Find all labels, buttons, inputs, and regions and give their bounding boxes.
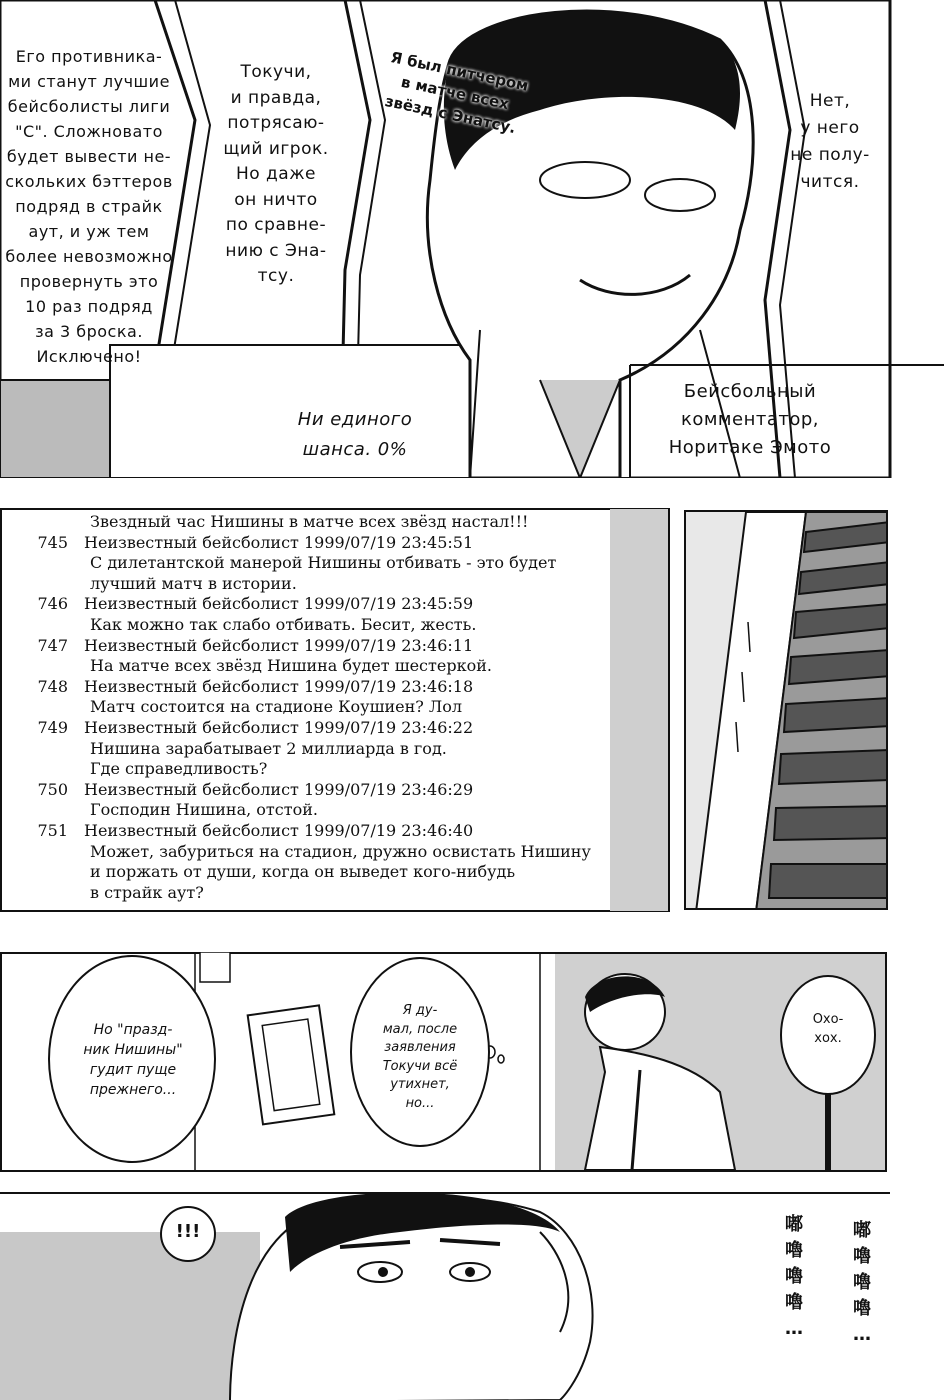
narration-tilted: Я был питчером в матче всех звёзд с Энатсу. [383,48,531,138]
post-number: 746 [37,594,68,614]
post-line: На матче всех звёзд Нишина будет шестеркой. [90,656,492,676]
post-line: Нишина зарабатывает 2 миллиарда в год. [90,738,447,758]
post-line: Матч состоится на стадионе Коушиен? Лол [90,697,463,717]
forum-post-751 [6,821,666,903]
post-header: Неизвестный бейсболист 1999/07/19 23:46:29 [84,779,474,799]
post-number: 750 [37,779,68,799]
post-header: Неизвестный бейсболист 1999/07/19 23:46:40 [84,820,474,840]
narration-bottom: Ни единого шанса. 0% [297,409,413,460]
narration-left: Его противника- ми станут лучшие бейсболисты лиги "С". Сложновато будет вывести не- скольких бэттеров подряд в страйк аут, и уж тем более невозможно провернуть это 10 раз подряд за 3 броска. Исключено! [5,47,173,366]
forum-head-text: Звездный час Нишины в матче всех звёзд настал!!! [90,512,529,531]
post-header: Неизвестный бейсболист 1999/07/19 23:45:59 [84,594,474,614]
exclaim-text: !!! [175,1221,201,1242]
post-line: Господин Нишина, отстой. [90,800,318,820]
forum-post-747 [6,636,666,677]
post-line: Может, забуриться на стадион, дружно освистать Нишину [90,841,591,861]
sound-effect-1: 嘟 嚕 嚕 嚕 … [785,1214,803,1339]
caption-commentator: Бейсбольный комментатор, Норитаке Эмото [668,381,832,458]
post-line: Где справедливость? [90,759,268,779]
forum-post-746 [6,594,666,635]
speech-text-right: Охо- хох. [812,1012,844,1046]
post-header: Неизвестный бейсболист 1999/07/19 23:45:51 [84,532,474,552]
forum-post-745 [6,533,666,595]
post-number: 745 [37,532,68,552]
post-header: Неизвестный бейсболист 1999/07/19 23:46:18 [84,676,474,696]
sound-effect-2: 嘟 嚕 嚕 嚕 … [853,1220,871,1345]
post-number: 748 [37,676,68,696]
post-line: в страйк аут? [90,882,204,902]
post-header: Неизвестный бейсболист 1999/07/19 23:46:22 [84,717,474,737]
post-number: 749 [37,717,68,737]
post-number: 747 [37,635,68,655]
top-panel [0,0,944,478]
narration-center: Токучи, и правда, потрясаю- щий игрок. Но даже он ничто по сравне- нию с Эна- тсу. [223,62,329,286]
speech-text-left: Но "празд- ник Нишины" гудит пуще прежнего... [83,1022,183,1098]
post-line: и поржать от души, когда он выведет кого-нибудь [90,862,516,882]
building-art [686,512,888,910]
post-header: Неизвестный бейсболист 1999/07/19 23:46:11 [84,635,474,655]
speech-text-center: Я ду- мал, после заявления Токучи всё утихнет, но... [382,1003,458,1111]
narration-right: Нет, у него не полу- чится. [790,91,870,192]
post-line: Как можно так слабо отбивать. Бесит, жесть. [90,614,477,634]
building-panel [684,510,888,910]
forum-post-750 [6,780,666,821]
post-number: 751 [37,820,68,840]
post-line: лучший матч в истории. [90,573,297,593]
post-line: С дилетантской манерой Нишины отбивать - это будет [90,553,557,573]
forum-post-749 [6,718,666,780]
forum-thread [6,512,666,903]
forum-post-748 [6,677,666,718]
